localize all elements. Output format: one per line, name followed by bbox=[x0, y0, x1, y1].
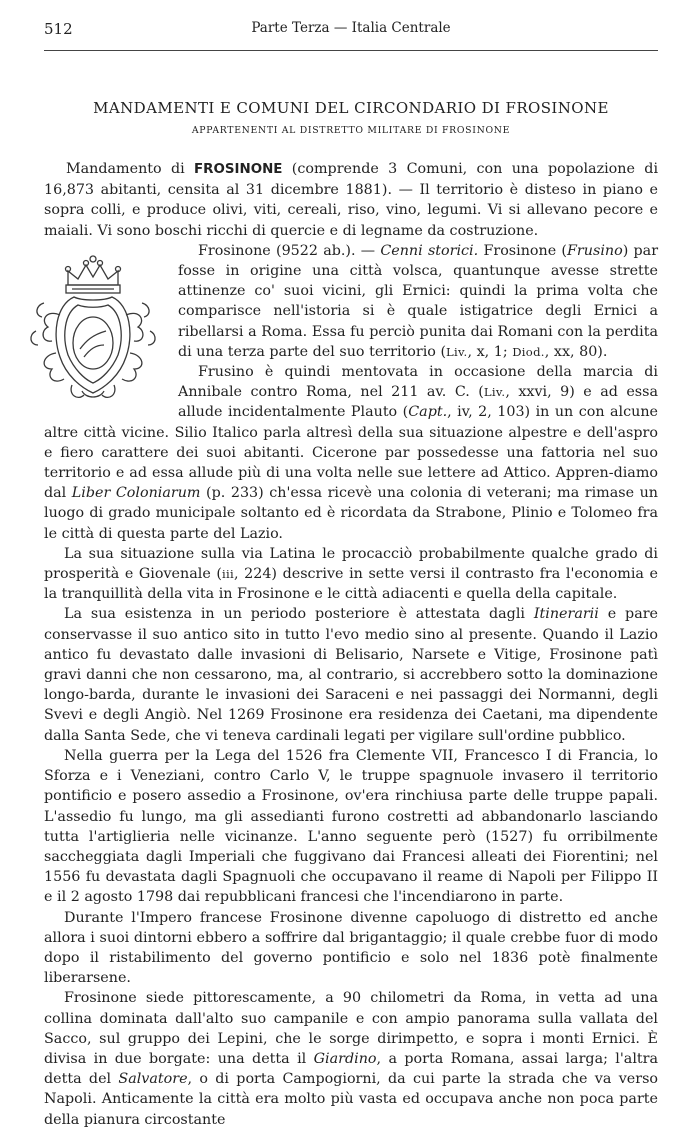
page-number: 512 bbox=[44, 20, 73, 38]
p3-text-e: , iv, 2, 103) in un con alcune altre città vicine. Silio Italico parla altresì della sua situazione alpestre e dell'aspro e fiero carattere dei suoi abitanti. Cicerone par possedesse una fattoria nel suo territorio e ad essa allude più di una volta nelle sue lettere ad Attico. Appren-diamo dal bbox=[44, 404, 659, 502]
p5-text-a: La sua esistenza in un periodo posteriore è attestata dagli bbox=[64, 606, 525, 623]
article-body bbox=[44, 159, 658, 1130]
p2-text-c: Frosinone ( bbox=[483, 242, 568, 259]
p2-text-i: , xx, 80). bbox=[544, 343, 608, 360]
paragraph-lega: Nella guerra per la Lega del 1526 fra Clemente VII, Francesco I di Francia, lo Sforza e i Veneziani, contro Carlo V, le truppe spagnuole invasero il territorio pontificio e posero assedio a Frosinone, ov'era rinchiusa parte delle truppe papali. L'assedio fu lungo, ma gli assedianti furono costretti ad abbandonarlo lasciando tutta l'artiglieria nelle vicinanze. L'anno seguente però (1527) fu orribilmente saccheggiata dagli Imperiali che fuggivano dai Francesi alleati dei Fiorentini; nel 1556 fu devastata dagli Spagnuoli che occupavano il reame di Napoli per Filippo II e il 2 agosto 1798 dai repubblicani francesi che l'incendiarono in parte. bbox=[44, 747, 658, 906]
header-rule bbox=[44, 50, 658, 51]
mandamento-text: (comprende 3 Comuni, con una popolazione di 16,873 abitanti, censita al 31 dicembre 1881). — Il territorio è disteso in piano e sopra colli, e produce olivi, viti, cereali, riso, vino, legumi. Vi si allevano pecore e maiali. Vi sono boschi ricchi di quercie e di legname da costruzione. bbox=[44, 161, 659, 239]
section-subtitle: APPARTENENTI AL DISTRETTO MILITARE DI FROSINONE bbox=[191, 125, 511, 136]
liber-coloniarum: Liber Coloniarum bbox=[71, 485, 201, 502]
paragraph-itinerarii bbox=[44, 604, 658, 745]
cenni-storici-heading: Cenni storici. bbox=[380, 242, 479, 259]
mandamento-lead: Mandamento di bbox=[66, 161, 185, 177]
paragraph-impero: Durante l'Impero francese Frosinone divenne capoluogo di distretto ed anche allora i suoi dintorni ebbero a soffrire dal brigantaggio; il quale crebbe fuor di modo dopo il ristabilimento del governo pontificio e solo nel 1836 potè finalmente liberarsene. bbox=[44, 909, 658, 987]
section-title: MANDAMENTI E COMUNI DEL CIRCONDARIO DI FROSINONE bbox=[93, 99, 609, 117]
p2-text-e: ) par fosse in origine una città volsca, quantunque avesse strette attinenze co' suoi vicini, gli Ernici: quindi la prima volta che comparisce nell'istoria si è quale istigatrice degli Ernici a ribellarsi a Roma. Essa fu perciò punita dai Romani con la perdita di una terza parte del suo territorio ( bbox=[178, 242, 659, 360]
paragraph-topography bbox=[44, 988, 658, 1129]
paragraph-mandamento bbox=[44, 159, 658, 241]
citation-plautus: Capt. bbox=[408, 404, 448, 421]
citation-livy: Liv. bbox=[446, 344, 468, 359]
citation-diodorus: Diod. bbox=[512, 344, 545, 359]
book-page bbox=[44, 14, 658, 1130]
p5-text-c: e pare conservasse il suo antico sito in tutto l'evo medio sino al presente. Quando il Lazio antico fu devastato dalle invasioni di Belisario, Narsete e Vitige, Frosinone patì gravi danni che non cessarono, ma, al contrario, si accrebbero sotto la dominazione longo-barda, durante le invasioni dei Saraceni e nei passaggi dei Normanni, degli Svevi e degli Angiò. Nel 1269 Frosinone era residenza dei Caetani, ma dipendente dalla Santa Sede, che vi teneva cardinali legati per vigilare sull'ordine pubblico. bbox=[44, 606, 659, 744]
p8-text-c: , a porta Romana, assai larga; l'altra detta del bbox=[44, 1050, 659, 1088]
frosinone-population: Frosinone (9522 ab.). — bbox=[198, 242, 376, 259]
p2-text-g: , x, 1; bbox=[467, 343, 508, 360]
p4-text-c: , 224) descrive in sette versi il contrasto fra l'economia e la tranquillità della vita in Frosinone e le città adiacenti e quella della capitale. bbox=[44, 566, 658, 603]
citation-livy-2: Liv. bbox=[483, 385, 506, 400]
p8-text-a: Frosinone siede pittorescamente, a 90 chilometri da Roma, in vetta ad una collina dominata dall'alto suo campanile e con ampio panorama sulla vallata del Sacco, sul gruppo dei Lepini, che le sorge dirimpetto, e sopra i monti Ernici. È divisa in due borgate: una detta il bbox=[44, 990, 658, 1067]
citation-juvenal: iii bbox=[221, 567, 234, 582]
p3-text-a: Frusino è quindi mentovata in occasione della marcia di Annibale contro Roma, nel 211 av. C. ( bbox=[178, 364, 658, 401]
p8-text-e: , o di porta Campogiorni, da cui parte la strada che va verso Napoli. Anticamente la città era molto più vasta ed occupava anche non poca parte della pianura circostante bbox=[44, 1071, 659, 1128]
coat-of-arms-icon bbox=[22, 245, 164, 405]
itinerarii: Itinerarii bbox=[533, 606, 599, 623]
p4-text-a: La sua situazione sulla via Latina le procacciò probabilmente qualche grado di prosperità e Giovenale ( bbox=[44, 545, 658, 583]
salvatore: Salvatore bbox=[118, 1071, 188, 1088]
paragraph-via-latina bbox=[44, 544, 658, 605]
running-header bbox=[44, 14, 658, 44]
p3-text-c: , xxvi, 9) e ad essa allude incidentalmente Plauto ( bbox=[178, 384, 658, 421]
p2-frusino: Frusino bbox=[567, 242, 623, 259]
giardino: Giardino bbox=[313, 1050, 377, 1067]
p3-text-g: (p. 233) ch'essa ricevè una colonia di veterani; ma rimase un luogo di grado municipale soltanto ed è ricordata da Strabone, Plinio e Tolomeo fra le città di questa parte del Lazio. bbox=[44, 485, 659, 542]
mandamento-name: FROSINONE bbox=[194, 162, 283, 177]
running-title: Parte Terza — Italia Centrale bbox=[251, 20, 451, 36]
